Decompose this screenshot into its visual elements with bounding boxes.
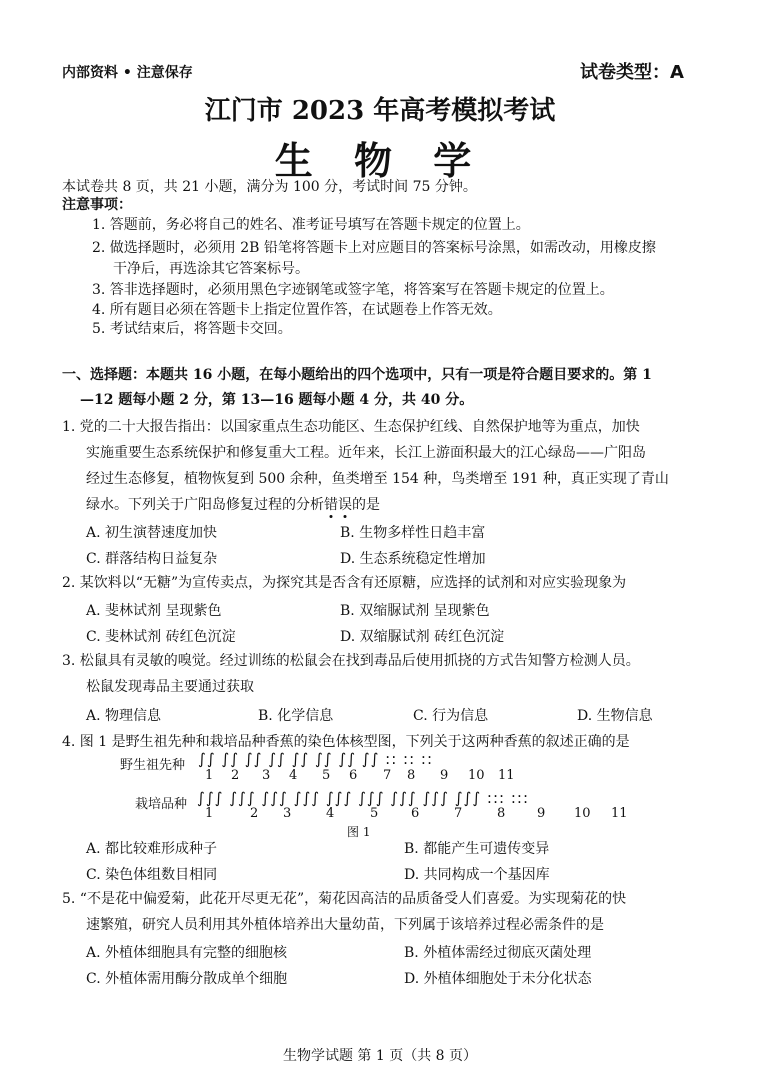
question-5-option-a: A. 外植体细胞具有完整的细胞核 — [86, 945, 288, 961]
question-2-option-b: B. 双缩脲试剂 呈现紫色 — [340, 603, 490, 619]
cultivar-karyotype-image: ∫∫∫ ∫∫∫ ∫∫∫ ∫∫∫ ∫∫∫ ∫∫∫ ∫∫∫ ∫∫∫ ∫∫∫ ::: ::: — [197, 789, 530, 807]
question-3-option-a: A. 物理信息 — [86, 708, 162, 724]
cultivar-chromosome-number-9: 9 — [537, 806, 546, 821]
question-1-option-b: B. 生物多样性日趋丰富 — [340, 525, 486, 541]
cultivar-chromosome-number-5: 5 — [370, 806, 379, 821]
question-1-option-a: A. 初生演替速度加快 — [86, 525, 218, 541]
question-1-option-d: D. 生态系统稳定性增加 — [340, 551, 486, 567]
exam-title: 江门市 2023 年高考模拟考试 — [204, 96, 556, 126]
question-5-option-c: C. 外植体需用酶分散成单个细胞 — [86, 971, 288, 987]
wild-chromosome-number-5: 5 — [322, 768, 331, 783]
cultivar-chromosome-number-2: 2 — [250, 806, 259, 821]
question-1-stem: 1. 党的二十大报告指出：以国家重点生态功能区、生态保护红线、自然保护地等为重点，加快 — [62, 419, 640, 435]
question-5-stem: 5. “不是花中偏爱菊，此花开尽更无花”，菊花因高洁的品质备受人们喜爱。为实现菊花的快 — [62, 891, 627, 907]
wild-chromosome-number-10: 10 — [468, 768, 485, 783]
section-heading: 一、选择题：本题共 16 小题，在每小题给出的四个选项中，只有一项是符合题目要求的。第 1 — [62, 367, 652, 383]
question-1-stem: 经过生态修复，植物恢复到 500 余种，鱼类增至 154 种，鸟类增至 191 种，真正实现了青山 — [86, 471, 669, 487]
figure-caption: 图 1 — [347, 825, 371, 839]
question-4-option-b: B. 都能产生可遗传变异 — [404, 841, 550, 857]
wild-chromosome-number-8: 8 — [407, 768, 416, 783]
cultivar-label: 栽培品种 — [135, 797, 188, 812]
wild-species-label: 野生祖先种 — [120, 758, 186, 773]
subject-title: 生 物 学 — [274, 138, 486, 183]
question-4-option-c: C. 染色体组数目相同 — [86, 867, 218, 883]
question-3-option-b: B. 化学信息 — [258, 708, 334, 724]
page-footer: 生物学试题 第 1 页（共 8 页） — [282, 1048, 478, 1064]
exam-intro: 本试卷共 8 页，共 21 小题，满分为 100 分，考试时间 75 分钟。 — [62, 179, 477, 195]
section-heading-cont: —12 题每小题 2 分，第 13—16 题每小题 4 分，共 40 分。 — [80, 392, 474, 408]
cultivar-chromosome-number-6: 6 — [411, 806, 420, 821]
question-1-stem-last: 绿水。下列关于广阳岛修复过程的分析错误的是 — [86, 497, 380, 513]
question-2-option-c: C. 斐林试剂 砖红色沉淀 — [86, 629, 236, 645]
wild-chromosome-number-9: 9 — [440, 768, 449, 783]
notice-item: 3. 答非选择题时，必须用黑色字迹钢笔或签字笔，将答案写在答题卡规定的位置上。 — [92, 282, 614, 298]
paper-type-label: 试卷类型：A — [580, 62, 684, 83]
wild-karyotype-image: ∫∫ ∫∫ ∫∫ ∫∫ ∫∫ ∫∫ ∫∫ ∫∫ :: :: :: — [198, 750, 434, 768]
question-4-option-d: D. 共同构成一个基因库 — [404, 867, 550, 883]
question-1-option-c: C. 群落结构日益复杂 — [86, 551, 218, 567]
question-5-stem: 速繁殖，研究人员利用其外植体培养出大量幼苗，下列属于该培养过程必需条件的是 — [86, 917, 604, 933]
wild-chromosome-number-11: 11 — [498, 768, 515, 783]
emphasis-char: 错 — [324, 497, 338, 513]
question-3-stem: 3. 松鼠具有灵敏的嗅觉。经过训练的松鼠会在找到毒品后使用抓挠的方式告知警方检测人员。 — [62, 653, 640, 669]
notice-item: 2. 做选择题时，必须用 2B 铅笔将答题卡上对应题目的答案标号涂黑，如需改动，用橡皮擦 — [92, 240, 656, 256]
notice-item: 5. 考试结束后，将答题卡交回。 — [92, 321, 292, 337]
cultivar-chromosome-number-11: 11 — [611, 806, 628, 821]
cultivar-chromosome-number-1: 1 — [205, 806, 214, 821]
question-4-option-a: A. 都比较难形成种子 — [86, 841, 218, 857]
emphasis-char: 误 — [338, 497, 352, 513]
question-3-stem: 松鼠发现毒品主要通过获取 — [86, 679, 254, 695]
wild-chromosome-number-6: 6 — [349, 768, 358, 783]
confidential-label: 内部资料 • 注意保存 — [62, 65, 193, 81]
question-3-option-d: D. 生物信息 — [577, 708, 653, 724]
question-5-option-d: D. 外植体细胞处于未分化状态 — [404, 971, 592, 987]
cultivar-chromosome-number-4: 4 — [326, 806, 335, 821]
question-2-stem: 2. 某饮料以“无糖”为宣传卖点，为探究其是否含有还原糖，应选择的试剂和对应实验现象为 — [62, 575, 627, 591]
question-2-option-a: A. 斐林试剂 呈现紫色 — [86, 603, 222, 619]
notice-item: 1. 答题前，务必将自己的姓名、准考证号填写在答题卡规定的位置上。 — [92, 217, 530, 233]
wild-chromosome-number-2: 2 — [231, 768, 240, 783]
wild-chromosome-number-7: 7 — [383, 768, 392, 783]
question-2-option-d: D. 双缩脲试剂 砖红色沉淀 — [340, 629, 505, 645]
cultivar-chromosome-number-7: 7 — [454, 806, 463, 821]
question-5-option-b: B. 外植体需经过彻底灭菌处理 — [404, 945, 592, 961]
wild-chromosome-number-4: 4 — [289, 768, 298, 783]
cultivar-chromosome-number-8: 8 — [497, 806, 506, 821]
wild-chromosome-number-1: 1 — [205, 768, 214, 783]
notice-item: 干净后，再选涂其它答案标号。 — [113, 261, 309, 277]
question-3-option-c: C. 行为信息 — [413, 708, 489, 724]
wild-chromosome-number-3: 3 — [262, 768, 271, 783]
notice-item: 4. 所有题目必须在答题卡上指定位置作答，在试题卷上作答无效。 — [92, 302, 502, 318]
cultivar-chromosome-number-3: 3 — [283, 806, 292, 821]
notice-heading: 注意事项： — [62, 197, 132, 213]
cultivar-chromosome-number-10: 10 — [574, 806, 591, 821]
question-1-stem: 实施重要生态系统保护和修复重大工程。近年来，长江上游面积最大的江心绿岛——广阳岛 — [86, 445, 646, 461]
question-4-stem: 4. 图 1 是野生祖先种和栽培品种香蕉的染色体核型图，下列关于这两种香蕉的叙述正确的是 — [62, 734, 630, 750]
